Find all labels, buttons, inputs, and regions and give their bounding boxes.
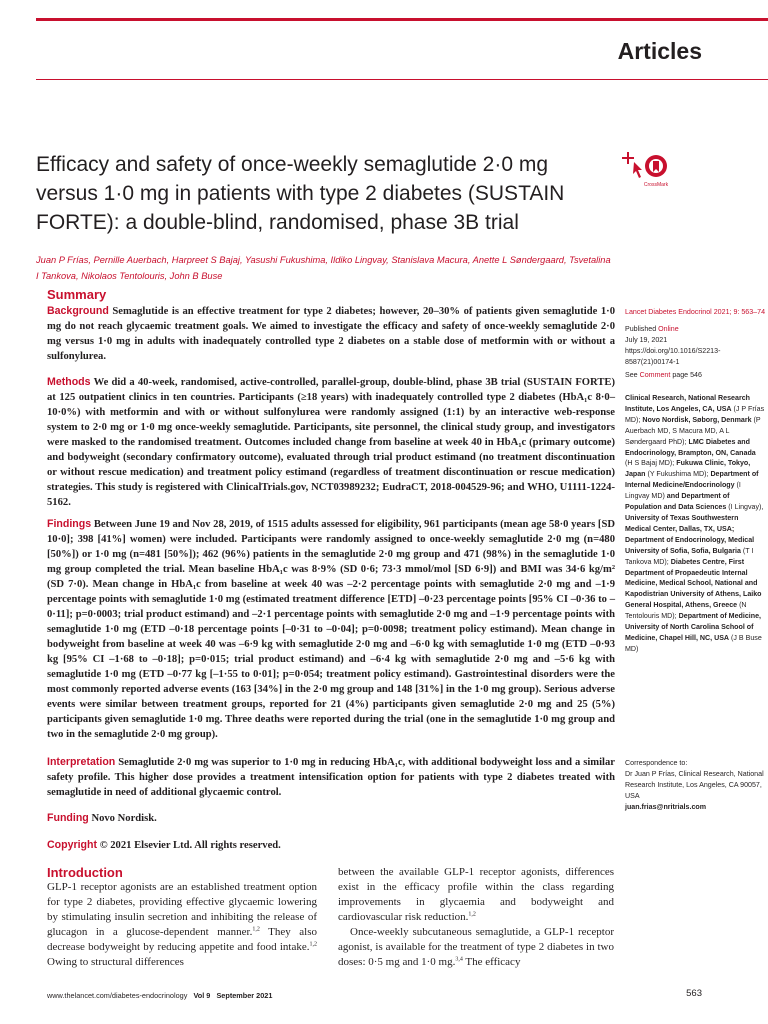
introduction-heading: Introduction <box>47 865 123 880</box>
correspondence-email[interactable]: juan.frias@nritrials.com <box>625 802 707 811</box>
background-label: Background <box>47 305 109 317</box>
interpretation-text: Semaglutide 2·0 mg was superior to 1·0 mg in reducing HbA₁c, with additional bodyweight loss and a similar safety profile. This higher dose provides a treatment intensification option for patients with type 2 diabetes treated with semaglutide in need of additional glycaemic control. <box>47 757 615 798</box>
footer <box>47 991 272 1000</box>
intro-column-left: GLP-1 receptor agonists are an established treatment option for type 2 diabetes, providing effective glycaemic lowering by stimulating insulin secretion and inhibiting the release of glucagon in a glucose-dependent manner.$^{1,2}$ They also decrease bodyweight by reducing appetite and food intake.$^{1,2}$ Owing to structural differences <box>47 881 318 968</box>
volume: Vol 9 <box>193 991 211 1000</box>
citation: Lancet Diabetes Endocrinol 2021; 9: 563–74 <box>625 308 766 316</box>
correspondence-label: Correspondence to: <box>625 759 688 767</box>
crossmark-label: CrossMark <box>643 182 669 188</box>
abstract-copyright <box>47 838 615 853</box>
abstract-funding <box>47 811 615 826</box>
published-date: July 19, 2021 <box>625 335 668 344</box>
abstract-background <box>47 304 615 364</box>
comment-link[interactable]: Comment <box>639 370 671 379</box>
section-label: Articles <box>617 38 702 64</box>
background-text: Semaglutide is an effective treatment for type 2 diabetes; however, 20–30% of patients given semaglutide 1·0 mg do not reach glycaemic treatment goals. We aimed to investigate the efficacy and safety of once-weekly semaglutide 2·0 mg versus 1·0 mg in adults with inadequately controlled type 2 diabetes on a stable dose of metformin with or without a sulfonylurea. <box>47 306 615 362</box>
published-line: Published Online <box>625 324 679 333</box>
funding-label: Funding <box>47 812 89 824</box>
journal-url[interactable]: www.thelancet.com/diabetes-endocrinology <box>47 991 188 1000</box>
abstract-interpretation <box>47 755 615 800</box>
sidebar-affiliations: Clinical Research, National Research Institute, Los Angeles, CA, USA (J P Frías MD); Novo Nordisk, Søborg, Denmark (P Auerbach MD, S Macura MD, A L Søndergaard PhD); LMC Diabetes and Endocrinology, Brampton, ON, Canada (H S Bajaj MD); Fukuwa Clinic, Tokyo, Japan (Y Fukushima MD); Department of Internal Medicine/Endocrinology (I Lingvay MD) and Department of Population and Data Sciences (I Lingvay), University of Texas Southwestern Medical Center, Dallas, TX, USA; Department of Endocrinology, Medical University of Sofia, Sofia, Bulgaria (T I Tankova MD); Diabetes Centre, First Department of Propaedeutic Internal Medicine, Medical School, National and Kapodistrian University of Athens, Laiko General Hospital, Athens, Greece (N Tentolouris MD); Department of Medicine, University of North Carolina School of Medicine, Chapel Hill, NC, USA (J B Buse MD) <box>625 394 765 653</box>
section-rule <box>36 79 768 80</box>
copyright-text: © 2021 Elsevier Ltd. All rights reserved. <box>99 840 281 851</box>
methods-label: Methods <box>47 376 91 388</box>
methods-text: We did a 40-week, randomised, active-controlled, parallel-group, double-blind, phase 3B trial (SUSTAIN FORTE) at 125 outpatient clinics in ten countries. Participants (≥18 years) with inadequately controlled type 2 diabetes (HbA₁c 8·0–10·0%) with metformin and with or without sulfonylurea were randomly assigned (1:1) by an interactive web-response system to 2·0 mg or 1·0 mg once-weekly semaglutide. Participants, site personnel, the clinical study group, and investigators were masked to the randomised treatment. Outcomes included change from baseline at week 40 in HbA₁c (primary outcome) and bodyweight (secondary confirmatory outcome), evaluated through trial product estimand (no treatment discontinuation or without rescue medication) and treatment policy estimand (regardless of treatment discontinuation or rescue medication) strategies. This study is registered with ClinicalTrials.gov, NCT03989232; EudraCT, 2018-004529-96; and WHO, U1111-1224-5162. <box>47 377 615 508</box>
sidebar-citation-block <box>625 307 765 380</box>
crossmark-icon[interactable] <box>620 150 676 188</box>
online-link[interactable]: Online <box>658 324 679 333</box>
author-list: Juan P Frías, Pernille Auerbach, Harpreet S Bajaj, Yasushi Fukushima, Ildiko Lingvay, Stanislava Macura, Anette L Søndergaard, Tsvetalina I Tankova, Nikolaos Tentolouris, John B Buse <box>36 255 611 281</box>
issue-date: September 2021 <box>216 991 273 1000</box>
funding-text: Novo Nordisk. <box>91 813 157 824</box>
page-number: 563 <box>686 988 702 999</box>
copyright-label: Copyright <box>47 839 98 851</box>
findings-label: Findings <box>47 518 92 530</box>
abstract-methods <box>47 375 615 510</box>
sidebar-correspondence <box>625 758 765 813</box>
article-title: Efficacy and safety of once-weekly semaglutide 2·0 mg versus 1·0 mg in patients with type 2 diabetes (SUSTAIN FORTE): a double-blind, randomised, phase 3B trial <box>36 153 565 234</box>
doi-link[interactable]: https://doi.org/10.1016/S2213-8587(21)00174-1 <box>625 346 721 366</box>
see-comment: See Comment page 546 <box>625 370 702 379</box>
intro-column-right: between the available GLP-1 receptor agonists, differences exist in the efficacy profile within the class regarding improvements in glycaemia and bodyweight and cardiovascular risk reduction.$^{1,2}$ Once-weekly subcutaneous semaglutide, a GLP-1 receptor agonist, is available for the treatment of type 2 diabetes in two doses: 0·5 mg and 1·0 mg.$^{3,4}$ The efficacy <box>338 866 614 968</box>
header-bar <box>36 18 768 21</box>
correspondence-address: Dr Juan P Frías, Clinical Research, National Research Institute, Los Angeles, CA 90057, USA <box>625 769 764 800</box>
summary-heading: Summary <box>47 287 107 302</box>
abstract-findings <box>47 517 615 742</box>
interpretation-label: Interpretation <box>47 756 116 768</box>
findings-text: Between June 19 and Nov 28, 2019, of 1515 adults assessed for eligibility, 961 participants (mean age 58·0 years [SD 10·0]; 398 [41%] women) were included. Participants were randomly assigned to once-weekly semaglutide 2·0 mg (n=480 [50%]) or 1·0 mg (n=481 [50%]); 462 (96%) patients in the semaglutide 2·0 mg group and 471 (98%) in the semaglutide 1·0 mg group completed the trial. Mean baseline HbA₁c was 8·9% (SD 0·6; 73·3 mmol/mol [SD 6·9]) and BMI was 34·6 kg/m² (SD 7·0). Mean change in HbA₁c from baseline at week 40 was –2·2 percentage points with semaglutide 2·0 mg and –1·9 percentage points with semaglutide 1·0 mg (estimated treatment difference [ETD] –0·23 percentage points [95% CI –0·36 to –0·11]; p=0·0003; trial product estimand) and –2·1 percentage points with semaglutide 2·0 mg and –1·9 percentage points with semaglutide 1·0 mg (ETD –0·18 percentage points [–0·31 to –0·04]; p=0·0098; treatment policy estimand). Mean change in bodyweight from baseline at week 40 was –6·9 kg with semaglutide 2·0 mg and –6·0 kg with semaglutide 1·0 mg (ETD –0·93 kg [95% CI –1·68 to –0·18]; p=0·015; trial product estimand) and –6·4 kg with semaglutide 2·0 mg and –5·6 kg with semaglutide 1·0 mg (ETD –0·77 kg [–1·55 to 0·01]; p=0·054; treatment policy estimand). Gastrointestinal disorders were the most commonly reported adverse events (163 [34%] in the 2·0 mg group and 148 [31%] in the 1·0 mg group). Serious adverse events were similar between treatment groups, reported for 21 (4%) participants given semaglutide 2·0 mg and 25 (5%) participants given semaglutide 1·0 mg. Three deaths were reported during the trial (one in the semaglutide 1·0 mg group and two in the semaglutide 2·0 mg group). <box>47 519 615 740</box>
